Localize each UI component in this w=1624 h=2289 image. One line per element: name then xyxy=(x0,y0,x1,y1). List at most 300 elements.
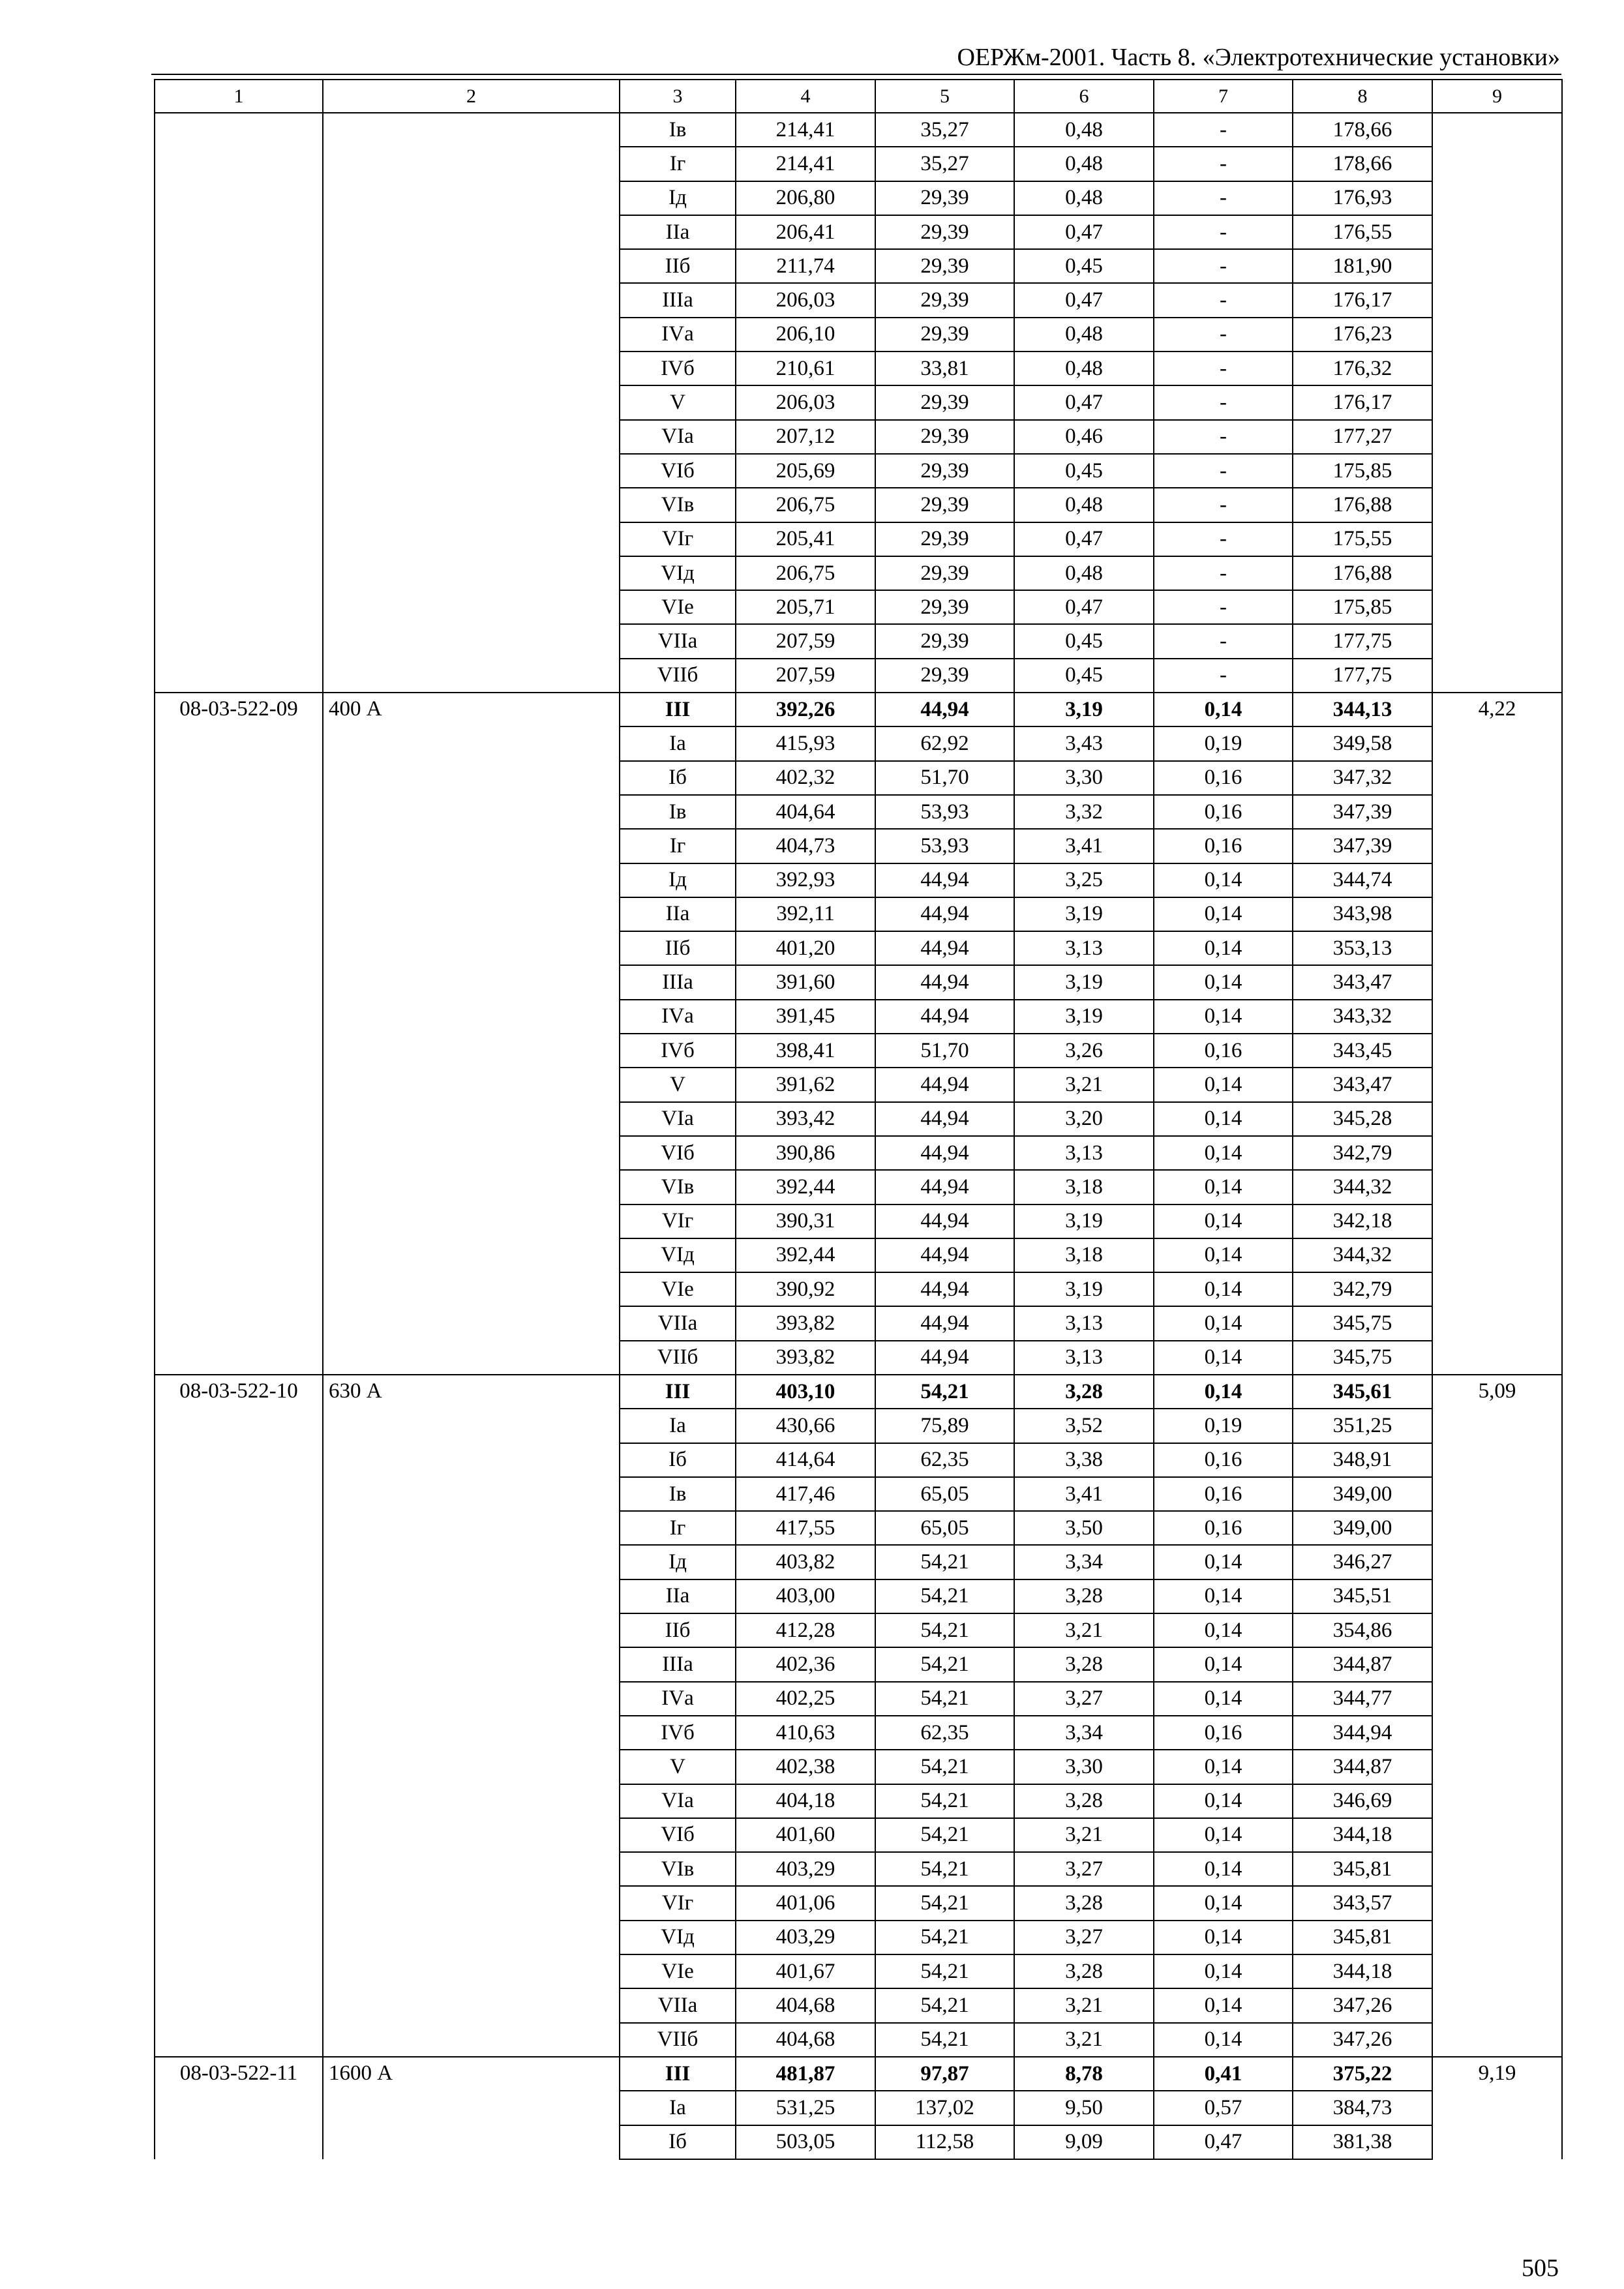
col7-value-cell: 0,14 xyxy=(1154,693,1293,726)
col8-value-cell: 375,22 xyxy=(1293,2057,1432,2091)
col4-value-cell: 403,82 xyxy=(736,1545,875,1579)
col6-value-cell: 3,13 xyxy=(1014,931,1154,965)
col5-value-cell: 62,92 xyxy=(875,726,1014,760)
col4-value-cell: 404,73 xyxy=(736,829,875,863)
col7-value-cell: 0,16 xyxy=(1154,829,1293,863)
category-cell: IIIа xyxy=(620,1647,736,1681)
category-cell: IIIа xyxy=(620,283,736,317)
column-number: 6 xyxy=(1014,80,1154,113)
col7-value-cell: 0,14 xyxy=(1154,1750,1293,1784)
col4-value-cell: 211,74 xyxy=(736,249,875,283)
col9-value-cell: 4,22 xyxy=(1432,693,1562,1375)
category-cell: IIIа xyxy=(620,965,736,999)
col6-value-cell: 0,47 xyxy=(1014,215,1154,249)
col8-value-cell: 343,98 xyxy=(1293,897,1432,931)
col7-value-cell: - xyxy=(1154,659,1293,693)
category-cell: VIIа xyxy=(620,1988,736,2022)
col7-value-cell: 0,14 xyxy=(1154,897,1293,931)
column-number: 8 xyxy=(1293,80,1432,113)
col8-value-cell: 176,88 xyxy=(1293,488,1432,522)
category-cell: Iб xyxy=(620,2125,736,2159)
col8-value-cell: 351,25 xyxy=(1293,1409,1432,1443)
table-row xyxy=(155,1375,1562,1409)
table-row xyxy=(155,693,1562,726)
col4-value-cell: 417,55 xyxy=(736,1511,875,1545)
col7-value-cell: - xyxy=(1154,590,1293,624)
col6-value-cell: 3,28 xyxy=(1014,1579,1154,1613)
col7-value-cell: - xyxy=(1154,283,1293,317)
category-cell: VIе xyxy=(620,1954,736,1988)
col4-value-cell: 415,93 xyxy=(736,726,875,760)
col4-value-cell: 207,59 xyxy=(736,624,875,658)
col9-value-cell: 9,19 xyxy=(1432,2057,1562,2159)
col6-value-cell: 0,45 xyxy=(1014,454,1154,488)
col4-value-cell: 392,44 xyxy=(736,1238,875,1272)
col7-value-cell: 0,16 xyxy=(1154,761,1293,795)
col7-value-cell: - xyxy=(1154,181,1293,215)
col4-value-cell: 402,38 xyxy=(736,1750,875,1784)
col6-value-cell: 3,27 xyxy=(1014,1682,1154,1716)
col6-value-cell: 0,47 xyxy=(1014,590,1154,624)
col5-value-cell: 44,94 xyxy=(875,965,1014,999)
col8-value-cell: 176,93 xyxy=(1293,181,1432,215)
column-number: 4 xyxy=(736,80,875,113)
col7-value-cell: 0,14 xyxy=(1154,1068,1293,1101)
col8-value-cell: 381,38 xyxy=(1293,2125,1432,2159)
category-cell: VIг xyxy=(620,1204,736,1238)
category-cell: Iб xyxy=(620,1443,736,1477)
category-cell: IIа xyxy=(620,215,736,249)
col5-value-cell: 29,39 xyxy=(875,420,1014,454)
col6-value-cell: 3,27 xyxy=(1014,1921,1154,1954)
category-cell: VIд xyxy=(620,556,736,590)
col8-value-cell: 176,32 xyxy=(1293,352,1432,385)
col8-value-cell: 347,39 xyxy=(1293,795,1432,829)
col7-value-cell: - xyxy=(1154,624,1293,658)
category-cell: V xyxy=(620,1068,736,1101)
col5-value-cell: 75,89 xyxy=(875,1409,1014,1443)
rate-name-cell: 630 А xyxy=(323,1375,620,2057)
col7-value-cell: 0,14 xyxy=(1154,1988,1293,2022)
category-cell: IVб xyxy=(620,352,736,385)
col8-value-cell: 349,00 xyxy=(1293,1511,1432,1545)
col8-value-cell: 349,00 xyxy=(1293,1477,1432,1511)
col6-value-cell: 0,47 xyxy=(1014,522,1154,556)
col8-value-cell: 178,66 xyxy=(1293,147,1432,181)
col7-value-cell: 0,14 xyxy=(1154,1886,1293,1920)
category-cell: VIв xyxy=(620,488,736,522)
category-cell: VIIа xyxy=(620,624,736,658)
category-cell: VIIб xyxy=(620,659,736,693)
col8-value-cell: 175,85 xyxy=(1293,454,1432,488)
column-number: 9 xyxy=(1432,80,1562,113)
rates-table xyxy=(154,79,1563,2160)
col4-value-cell: 207,12 xyxy=(736,420,875,454)
category-cell: IIб xyxy=(620,249,736,283)
col5-value-cell: 51,70 xyxy=(875,761,1014,795)
col4-value-cell: 404,68 xyxy=(736,2023,875,2057)
col6-value-cell: 3,21 xyxy=(1014,1988,1154,2022)
col7-value-cell: - xyxy=(1154,318,1293,352)
col5-value-cell: 35,27 xyxy=(875,113,1014,147)
col5-value-cell: 29,39 xyxy=(875,590,1014,624)
column-number: 5 xyxy=(875,80,1014,113)
col7-value-cell: 0,14 xyxy=(1154,1954,1293,1988)
col4-value-cell: 403,29 xyxy=(736,1852,875,1886)
col4-value-cell: 393,82 xyxy=(736,1306,875,1340)
col8-value-cell: 181,90 xyxy=(1293,249,1432,283)
col5-value-cell: 54,21 xyxy=(875,1988,1014,2022)
category-cell: Iд xyxy=(620,1545,736,1579)
col8-value-cell: 344,94 xyxy=(1293,1716,1432,1750)
col4-value-cell: 401,60 xyxy=(736,1818,875,1852)
col6-value-cell: 3,43 xyxy=(1014,726,1154,760)
col8-value-cell: 176,55 xyxy=(1293,215,1432,249)
col5-value-cell: 54,21 xyxy=(875,1647,1014,1681)
col8-value-cell: 176,23 xyxy=(1293,318,1432,352)
col6-value-cell: 3,34 xyxy=(1014,1716,1154,1750)
col6-value-cell: 3,38 xyxy=(1014,1443,1154,1477)
col7-value-cell: 0,16 xyxy=(1154,795,1293,829)
category-cell: VIа xyxy=(620,1102,736,1136)
category-cell: Iд xyxy=(620,181,736,215)
col4-value-cell: 402,32 xyxy=(736,761,875,795)
col8-value-cell: 176,17 xyxy=(1293,283,1432,317)
col7-value-cell: 0,14 xyxy=(1154,1170,1293,1204)
col7-value-cell: 0,14 xyxy=(1154,1682,1293,1716)
col5-value-cell: 29,39 xyxy=(875,283,1014,317)
col6-value-cell: 0,45 xyxy=(1014,659,1154,693)
col4-value-cell: 206,75 xyxy=(736,488,875,522)
col6-value-cell: 3,26 xyxy=(1014,1034,1154,1068)
rate-code-cell: 08-03-522-10 xyxy=(155,1375,323,2057)
col4-value-cell: 393,42 xyxy=(736,1102,875,1136)
rate-name-cell xyxy=(323,113,620,693)
col6-value-cell: 0,47 xyxy=(1014,385,1154,419)
category-cell: IIа xyxy=(620,1579,736,1613)
category-cell: Iг xyxy=(620,829,736,863)
col5-value-cell: 44,94 xyxy=(875,693,1014,726)
category-cell: IVб xyxy=(620,1034,736,1068)
col4-value-cell: 393,82 xyxy=(736,1341,875,1375)
col7-value-cell: 0,14 xyxy=(1154,1238,1293,1272)
col5-value-cell: 54,21 xyxy=(875,1545,1014,1579)
col5-value-cell: 29,39 xyxy=(875,318,1014,352)
col4-value-cell: 391,62 xyxy=(736,1068,875,1101)
col5-value-cell: 54,21 xyxy=(875,1784,1014,1818)
col7-value-cell: 0,47 xyxy=(1154,2125,1293,2159)
col5-value-cell: 44,94 xyxy=(875,897,1014,931)
category-cell: VIе xyxy=(620,1272,736,1306)
col8-value-cell: 348,91 xyxy=(1293,1443,1432,1477)
category-cell: Iг xyxy=(620,147,736,181)
header-rule xyxy=(151,74,1561,75)
category-cell: VIд xyxy=(620,1921,736,1954)
col4-value-cell: 410,63 xyxy=(736,1716,875,1750)
col6-value-cell: 3,21 xyxy=(1014,1068,1154,1101)
col4-value-cell: 392,44 xyxy=(736,1170,875,1204)
col4-value-cell: 404,68 xyxy=(736,1988,875,2022)
col5-value-cell: 44,94 xyxy=(875,1238,1014,1272)
col4-value-cell: 205,71 xyxy=(736,590,875,624)
col6-value-cell: 3,19 xyxy=(1014,693,1154,726)
col4-value-cell: 206,80 xyxy=(736,181,875,215)
col7-value-cell: 0,14 xyxy=(1154,1784,1293,1818)
category-cell: VIа xyxy=(620,420,736,454)
col6-value-cell: 9,50 xyxy=(1014,2091,1154,2125)
col6-value-cell: 0,48 xyxy=(1014,352,1154,385)
col5-value-cell: 29,39 xyxy=(875,659,1014,693)
col5-value-cell: 29,39 xyxy=(875,556,1014,590)
category-cell: IVа xyxy=(620,1000,736,1034)
col6-value-cell: 3,19 xyxy=(1014,1000,1154,1034)
col7-value-cell: - xyxy=(1154,215,1293,249)
col8-value-cell: 347,26 xyxy=(1293,2023,1432,2057)
col8-value-cell: 344,87 xyxy=(1293,1647,1432,1681)
col6-value-cell: 3,27 xyxy=(1014,1852,1154,1886)
col5-value-cell: 44,94 xyxy=(875,1102,1014,1136)
col8-value-cell: 354,86 xyxy=(1293,1613,1432,1647)
category-cell: IVа xyxy=(620,318,736,352)
col8-value-cell: 343,45 xyxy=(1293,1034,1432,1068)
col7-value-cell: 0,14 xyxy=(1154,1000,1293,1034)
col8-value-cell: 176,88 xyxy=(1293,556,1432,590)
page-number: 505 xyxy=(1522,2254,1559,2282)
column-number: 1 xyxy=(155,80,323,113)
col8-value-cell: 344,18 xyxy=(1293,1818,1432,1852)
col7-value-cell: 0,14 xyxy=(1154,965,1293,999)
col8-value-cell: 344,32 xyxy=(1293,1170,1432,1204)
col4-value-cell: 207,59 xyxy=(736,659,875,693)
col4-value-cell: 481,87 xyxy=(736,2057,875,2091)
col8-value-cell: 343,57 xyxy=(1293,1886,1432,1920)
col6-value-cell: 8,78 xyxy=(1014,2057,1154,2091)
col7-value-cell: - xyxy=(1154,420,1293,454)
category-cell: IIб xyxy=(620,931,736,965)
col6-value-cell: 0,48 xyxy=(1014,147,1154,181)
col6-value-cell: 3,18 xyxy=(1014,1238,1154,1272)
col6-value-cell: 0,48 xyxy=(1014,181,1154,215)
col5-value-cell: 29,39 xyxy=(875,624,1014,658)
col6-value-cell: 3,32 xyxy=(1014,795,1154,829)
col7-value-cell: 0,57 xyxy=(1154,2091,1293,2125)
col6-value-cell: 3,28 xyxy=(1014,1647,1154,1681)
col5-value-cell: 112,58 xyxy=(875,2125,1014,2159)
col8-value-cell: 175,85 xyxy=(1293,590,1432,624)
col8-value-cell: 346,69 xyxy=(1293,1784,1432,1818)
col7-value-cell: 0,16 xyxy=(1154,1716,1293,1750)
rate-code-cell: 08-03-522-11 xyxy=(155,2057,323,2159)
col5-value-cell: 54,21 xyxy=(875,1613,1014,1647)
col7-value-cell: 0,41 xyxy=(1154,2057,1293,2091)
col5-value-cell: 54,21 xyxy=(875,1886,1014,1920)
col5-value-cell: 54,21 xyxy=(875,1954,1014,1988)
col7-value-cell: 0,14 xyxy=(1154,1272,1293,1306)
column-number: 7 xyxy=(1154,80,1293,113)
col5-value-cell: 53,93 xyxy=(875,795,1014,829)
column-number: 3 xyxy=(620,80,736,113)
col7-value-cell: 0,16 xyxy=(1154,1443,1293,1477)
col7-value-cell: - xyxy=(1154,488,1293,522)
col5-value-cell: 44,94 xyxy=(875,863,1014,897)
col5-value-cell: 97,87 xyxy=(875,2057,1014,2091)
col5-value-cell: 44,94 xyxy=(875,1136,1014,1170)
col6-value-cell: 3,13 xyxy=(1014,1136,1154,1170)
col8-value-cell: 342,18 xyxy=(1293,1204,1432,1238)
rate-code-cell: 08-03-522-09 xyxy=(155,693,323,1375)
col6-value-cell: 3,13 xyxy=(1014,1306,1154,1340)
col5-value-cell: 54,21 xyxy=(875,1852,1014,1886)
col8-value-cell: 349,58 xyxy=(1293,726,1432,760)
col8-value-cell: 343,47 xyxy=(1293,965,1432,999)
col7-value-cell: 0,14 xyxy=(1154,1579,1293,1613)
col8-value-cell: 346,27 xyxy=(1293,1545,1432,1579)
col5-value-cell: 29,39 xyxy=(875,522,1014,556)
col8-value-cell: 345,28 xyxy=(1293,1102,1432,1136)
col4-value-cell: 402,36 xyxy=(736,1647,875,1681)
col4-value-cell: 392,11 xyxy=(736,897,875,931)
col6-value-cell: 3,18 xyxy=(1014,1170,1154,1204)
col4-value-cell: 402,25 xyxy=(736,1682,875,1716)
category-cell: VIа xyxy=(620,1784,736,1818)
col4-value-cell: 205,69 xyxy=(736,454,875,488)
col8-value-cell: 345,81 xyxy=(1293,1852,1432,1886)
col7-value-cell: - xyxy=(1154,385,1293,419)
col6-value-cell: 3,41 xyxy=(1014,829,1154,863)
category-cell: Iд xyxy=(620,863,736,897)
col5-value-cell: 44,94 xyxy=(875,1341,1014,1375)
category-cell: VIд xyxy=(620,1238,736,1272)
col8-value-cell: 344,74 xyxy=(1293,863,1432,897)
col5-value-cell: 137,02 xyxy=(875,2091,1014,2125)
col8-value-cell: 344,87 xyxy=(1293,1750,1432,1784)
col7-value-cell: 0,14 xyxy=(1154,1852,1293,1886)
col6-value-cell: 3,19 xyxy=(1014,965,1154,999)
col4-value-cell: 531,25 xyxy=(736,2091,875,2125)
col4-value-cell: 206,03 xyxy=(736,283,875,317)
col8-value-cell: 345,61 xyxy=(1293,1375,1432,1409)
col7-value-cell: - xyxy=(1154,249,1293,283)
col6-value-cell: 3,50 xyxy=(1014,1511,1154,1545)
col8-value-cell: 178,66 xyxy=(1293,113,1432,147)
col7-value-cell: 0,14 xyxy=(1154,1921,1293,1954)
col5-value-cell: 54,21 xyxy=(875,1579,1014,1613)
col5-value-cell: 44,94 xyxy=(875,1170,1014,1204)
col6-value-cell: 9,09 xyxy=(1014,2125,1154,2159)
col7-value-cell: 0,16 xyxy=(1154,1034,1293,1068)
col8-value-cell: 345,81 xyxy=(1293,1921,1432,1954)
category-cell: VIб xyxy=(620,454,736,488)
col7-value-cell: - xyxy=(1154,556,1293,590)
category-cell: IVа xyxy=(620,1682,736,1716)
col4-value-cell: 206,75 xyxy=(736,556,875,590)
col5-value-cell: 54,21 xyxy=(875,2023,1014,2057)
col6-value-cell: 3,25 xyxy=(1014,863,1154,897)
col4-value-cell: 206,10 xyxy=(736,318,875,352)
category-cell: VIг xyxy=(620,1886,736,1920)
col8-value-cell: 344,18 xyxy=(1293,1954,1432,1988)
col8-value-cell: 343,47 xyxy=(1293,1068,1432,1101)
col6-value-cell: 0,47 xyxy=(1014,283,1154,317)
col4-value-cell: 403,10 xyxy=(736,1375,875,1409)
col6-value-cell: 0,48 xyxy=(1014,113,1154,147)
col6-value-cell: 0,48 xyxy=(1014,318,1154,352)
col5-value-cell: 44,94 xyxy=(875,1306,1014,1340)
col6-value-cell: 0,48 xyxy=(1014,488,1154,522)
col5-value-cell: 62,35 xyxy=(875,1443,1014,1477)
col7-value-cell: 0,14 xyxy=(1154,1375,1293,1409)
col6-value-cell: 3,21 xyxy=(1014,2023,1154,2057)
category-cell: Iа xyxy=(620,726,736,760)
col7-value-cell: 0,14 xyxy=(1154,1306,1293,1340)
category-cell: Iв xyxy=(620,795,736,829)
col6-value-cell: 3,20 xyxy=(1014,1102,1154,1136)
col6-value-cell: 3,13 xyxy=(1014,1341,1154,1375)
col8-value-cell: 175,55 xyxy=(1293,522,1432,556)
col8-value-cell: 344,13 xyxy=(1293,693,1432,726)
category-cell: VIв xyxy=(620,1852,736,1886)
category-cell: Iг xyxy=(620,1511,736,1545)
running-header: ОЕРЖм-2001. Часть 8. «Электротехнические установки» xyxy=(957,44,1560,71)
category-cell: Iб xyxy=(620,761,736,795)
col6-value-cell: 3,28 xyxy=(1014,1954,1154,1988)
col4-value-cell: 390,86 xyxy=(736,1136,875,1170)
col4-value-cell: 206,03 xyxy=(736,385,875,419)
table-row xyxy=(155,2057,1562,2091)
col7-value-cell: 0,14 xyxy=(1154,863,1293,897)
col5-value-cell: 35,27 xyxy=(875,147,1014,181)
category-cell: VIIб xyxy=(620,1341,736,1375)
col7-value-cell: 0,16 xyxy=(1154,1511,1293,1545)
col8-value-cell: 347,39 xyxy=(1293,829,1432,863)
col7-value-cell: 0,14 xyxy=(1154,1545,1293,1579)
category-cell: IVб xyxy=(620,1716,736,1750)
col4-value-cell: 390,31 xyxy=(736,1204,875,1238)
col4-value-cell: 392,93 xyxy=(736,863,875,897)
col4-value-cell: 391,45 xyxy=(736,1000,875,1034)
col6-value-cell: 3,30 xyxy=(1014,1750,1154,1784)
col8-value-cell: 344,32 xyxy=(1293,1238,1432,1272)
col5-value-cell: 54,21 xyxy=(875,1750,1014,1784)
col6-value-cell: 0,45 xyxy=(1014,249,1154,283)
col4-value-cell: 403,00 xyxy=(736,1579,875,1613)
col5-value-cell: 65,05 xyxy=(875,1477,1014,1511)
col5-value-cell: 44,94 xyxy=(875,1000,1014,1034)
col5-value-cell: 65,05 xyxy=(875,1511,1014,1545)
col5-value-cell: 54,21 xyxy=(875,1375,1014,1409)
col6-value-cell: 0,48 xyxy=(1014,556,1154,590)
col4-value-cell: 205,41 xyxy=(736,522,875,556)
col8-value-cell: 343,32 xyxy=(1293,1000,1432,1034)
col5-value-cell: 44,94 xyxy=(875,931,1014,965)
rate-name-cell: 1600 А xyxy=(323,2057,620,2159)
col8-value-cell: 344,77 xyxy=(1293,1682,1432,1716)
col4-value-cell: 391,60 xyxy=(736,965,875,999)
col4-value-cell: 206,41 xyxy=(736,215,875,249)
category-cell: Iа xyxy=(620,1409,736,1443)
col6-value-cell: 0,46 xyxy=(1014,420,1154,454)
col5-value-cell: 33,81 xyxy=(875,352,1014,385)
col6-value-cell: 3,52 xyxy=(1014,1409,1154,1443)
col6-value-cell: 3,41 xyxy=(1014,1477,1154,1511)
category-cell: VIг xyxy=(620,522,736,556)
category-cell: Iв xyxy=(620,113,736,147)
col4-value-cell: 430,66 xyxy=(736,1409,875,1443)
col8-value-cell: 347,32 xyxy=(1293,761,1432,795)
category-cell: VIб xyxy=(620,1136,736,1170)
col8-value-cell: 345,51 xyxy=(1293,1579,1432,1613)
col6-value-cell: 3,34 xyxy=(1014,1545,1154,1579)
